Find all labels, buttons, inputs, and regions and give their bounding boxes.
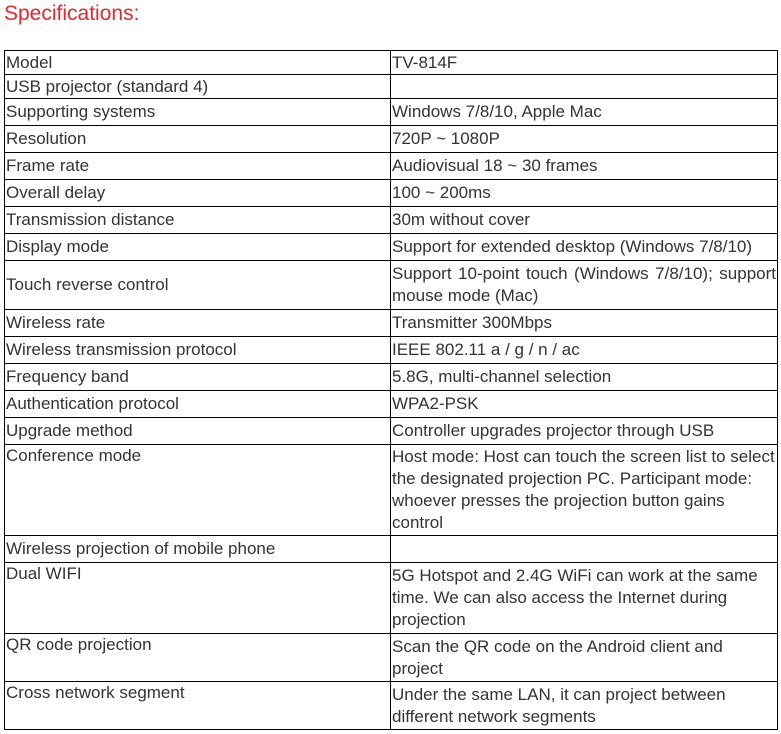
spec-value: 30m without cover — [391, 207, 778, 234]
spec-label: Cross network segment — [5, 682, 391, 730]
spec-label: Frame rate — [5, 153, 391, 180]
spec-value: 100 ~ 200ms — [391, 180, 778, 207]
spec-label: Upgrade method — [5, 418, 391, 445]
spec-value: Windows 7/8/10, Apple Mac — [391, 99, 778, 126]
spec-label: Resolution — [5, 126, 391, 153]
spec-value: Support 10-point touch (Windows 7/8/10); support mouse mode (Mac) — [391, 261, 778, 310]
table-row — [5, 153, 778, 180]
spec-label: Wireless projection of mobile phone — [5, 536, 391, 563]
spec-label: Model — [5, 51, 391, 75]
table-row — [5, 391, 778, 418]
spec-value — [391, 536, 778, 563]
spec-label: QR code projection — [5, 634, 391, 682]
spec-label: Dual WIFI — [5, 563, 391, 634]
spec-value: 720P ~ 1080P — [391, 126, 778, 153]
table-row — [5, 563, 778, 634]
spec-value: WPA2-PSK — [391, 391, 778, 418]
spec-value: Host mode: Host can touch the screen list to select the designated projection PC. Participant mode: whoever presses the projection button gains control — [391, 445, 778, 536]
spec-value: Support for extended desktop (Windows 7/8/10) — [391, 234, 778, 261]
table-row — [5, 126, 778, 153]
spec-value: Audiovisual 18 ~ 30 frames — [391, 153, 778, 180]
spec-label: Supporting systems — [5, 99, 391, 126]
spec-label: USB projector (standard 4) — [5, 75, 391, 99]
spec-value: TV-814F — [391, 51, 778, 75]
specifications-heading: Specifications: — [4, 2, 140, 25]
table-row — [5, 75, 778, 99]
table-row — [5, 207, 778, 234]
spec-value — [391, 75, 778, 99]
spec-value: Under the same LAN, it can project between different network segments — [391, 682, 778, 730]
table-row — [5, 337, 778, 364]
table-row — [5, 99, 778, 126]
table-row — [5, 234, 778, 261]
spec-value: Transmitter 300Mbps — [391, 310, 778, 337]
table-row — [5, 51, 778, 75]
table-row — [5, 682, 778, 730]
spec-label: Display mode — [5, 234, 391, 261]
spec-value: IEEE 802.11 a / g / n / ac — [391, 337, 778, 364]
table-row — [5, 445, 778, 536]
spec-label: Wireless transmission protocol — [5, 337, 391, 364]
table-row — [5, 418, 778, 445]
table-row — [5, 310, 778, 337]
spec-label: Touch reverse control — [5, 261, 391, 310]
spec-label: Transmission distance — [5, 207, 391, 234]
spec-value: 5.8G, multi-channel selection — [391, 364, 778, 391]
table-row — [5, 634, 778, 682]
spec-label: Conference mode — [5, 445, 391, 536]
spec-value: Controller upgrades projector through USB — [391, 418, 778, 445]
spec-value: Scan the QR code on the Android client and project — [391, 634, 778, 682]
table-row — [5, 536, 778, 563]
table-row — [5, 180, 778, 207]
spec-label: Authentication protocol — [5, 391, 391, 418]
spec-label: Frequency band — [5, 364, 391, 391]
spec-value: 5G Hotspot and 2.4G WiFi can work at the same time. We can also access the Internet during projection — [391, 563, 778, 634]
specifications-table — [4, 50, 778, 730]
spec-label: Overall delay — [5, 180, 391, 207]
spec-label: Wireless rate — [5, 310, 391, 337]
table-row — [5, 261, 778, 310]
table-row — [5, 364, 778, 391]
